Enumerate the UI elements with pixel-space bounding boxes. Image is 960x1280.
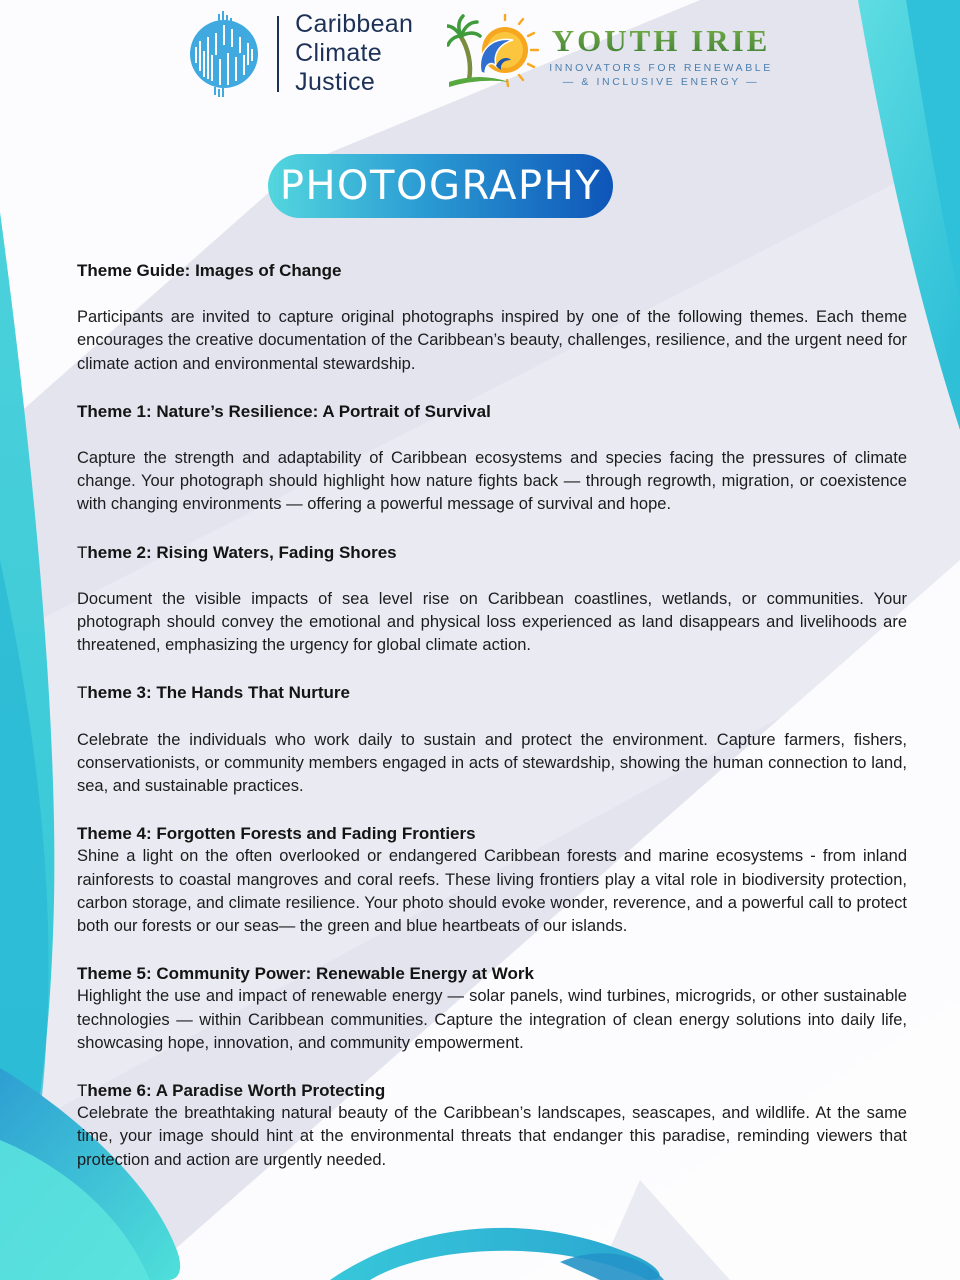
theme-guide-section (77, 259, 907, 376)
youth-irie-tagline2: — & INCLUSIVE ENERGY — (562, 75, 760, 88)
header (0, 10, 960, 97)
section-body: Participants are invited to capture original photographs inspired by one of the following themes. Each theme encourages the creative documentation of the Caribbean’s beauty, challenges, resilience, and the urgent need for climate action and environmental stewardship. (77, 308, 907, 373)
ground (449, 77, 509, 87)
photography-banner (268, 154, 613, 218)
youth-irie-logo (447, 14, 773, 96)
theme-section (77, 541, 907, 658)
ccj-logo (187, 10, 413, 97)
youth-irie-tagline1: INNOVATORS FOR RENEWABLE (549, 61, 773, 74)
section-body: Highlight the use and impact of renewable energy — solar panels, wind turbines, microgrids, or other sustainable technologies — within Caribbean communities. Capture the integration of clean energy solutions into daily life, showcasing hope, innovation, and community empowerment. (77, 987, 907, 1052)
waveform-circle-icon (187, 11, 261, 97)
section-body: Celebrate the breathtaking natural beauty of the Caribbean’s landscapes, seascapes, and wildlife. At the same time, your image should hint at the environmental threats that endanger this paradise, reminding viewers that protection and action are urgently needed. (77, 1104, 907, 1169)
section-heading (77, 962, 907, 985)
theme-section (77, 962, 907, 1055)
section-body: Shine a light on the often overlooked or endangered Caribbean forests and marine ecosystems - from inland rainforests to coastal mangroves and coral reefs. These living frontiers play a vital role in biodiversity protection, carbon storage, and climate resilience. Your photo should evoke wonder, reverence, and a powerful call to protect both our forests or our seas— the green and blue heartbeats of our islands. (77, 847, 907, 936)
ccj-line3: Justice (295, 68, 376, 96)
youth-irie-name: YOUTH IRIE (551, 22, 771, 58)
section-heading (77, 1079, 907, 1102)
heading-text: heme 2: Rising Waters, Fading Shores (87, 542, 397, 562)
ccj-line2: Climate (295, 39, 382, 67)
theme-section (77, 400, 907, 517)
heading-lead: T (77, 542, 88, 562)
heading-text: Theme 4: Forgotten Forests and Fading Frontiers (77, 824, 476, 844)
ccj-line1: Caribbean (295, 10, 414, 38)
heading-text: Theme Guide: Images of Change (77, 261, 342, 280)
section-heading (77, 541, 907, 564)
section-body: Celebrate the individuals who work daily to sustain and protect the environment. Capture farmers, fishers, conservationists, or community members engaged in acts of stewardship, showing the human connection to land, sea, and sustainable practices. (77, 730, 907, 796)
youth-irie-text (549, 23, 773, 88)
section-heading (77, 681, 907, 704)
content (77, 259, 907, 1196)
section-body: Capture the strength and adaptability of Caribbean ecosystems and species facing the pressures of climate change. Your photograph should highlight how nature fights back — through regrowth, migration, or coexistence with changing environments — offering a powerful message of survival and hope. (77, 449, 907, 514)
logo-divider (277, 16, 279, 92)
photography-banner-label: PHOTOGRAPHY (279, 163, 602, 209)
palm-sun-wave-icon (447, 14, 539, 96)
heading-text: Theme 1: Nature’s Resilience: A Portrait of Survival (77, 401, 491, 421)
ccj-logo-text (295, 10, 413, 97)
heading-text: heme 6: A Paradise Worth Protecting (87, 1081, 386, 1101)
palm-trunk (461, 37, 470, 80)
theme-section (77, 1079, 907, 1172)
theme-section (77, 681, 907, 798)
heading-text: heme 3: The Hands That Nurture (87, 683, 350, 703)
heading-lead: T (77, 683, 88, 703)
heading-text: Theme 5: Community Power: Renewable Energy at Work (77, 964, 534, 984)
section-body: Document the visible impacts of sea level rise on Caribbean coastlines, wetlands, or communities. Your photograph should convey the emotional and physical loss experienced as land disappears and livelihoods are threatened, emphasizing the urgency for global climate action. (77, 589, 907, 655)
section-heading (77, 822, 907, 845)
theme-section (77, 822, 907, 938)
section-heading (77, 259, 907, 282)
section-heading (77, 400, 907, 423)
heading-lead: T (77, 1081, 88, 1101)
